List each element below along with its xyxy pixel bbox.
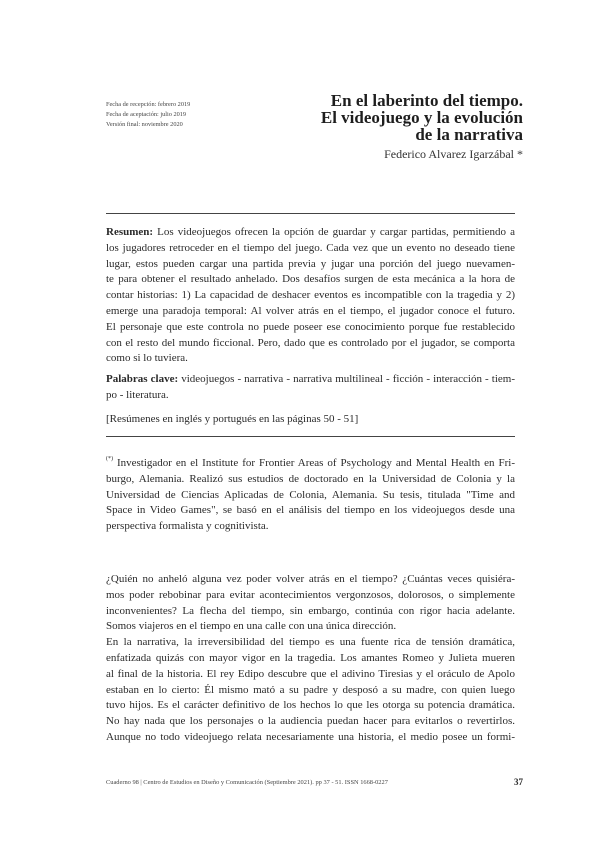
body-line: No hay nada que los personajes o la audiencia puedan hacer para evitarlos o revertirlos. (106, 715, 515, 728)
body-line: Somos viajeros en el tiempo en una calle con una única dirección. (106, 620, 397, 633)
footnote-line: Universidad de Ciencias Aplicadas de Colonia, Alemania. Su tesis, titulada "Time and (106, 488, 515, 501)
summaries-note: [Resúmenes en inglés y portugués en las páginas 50 - 51] (106, 413, 359, 425)
keywords-line: Palabras clave: videojuegos - narrativa - narrativa multilineal - ficción - interacción - tiem- (106, 373, 515, 385)
date-accepted: Fecha de aceptación: julio 2019 (106, 111, 187, 118)
abstract (106, 225, 515, 367)
keywords-label: Palabras clave: (106, 373, 179, 385)
author-footnote (106, 456, 515, 535)
abstract-line: emerge una paradoja temporal: Al volver atrás en el tiempo, el jugador conoce el futuro. (106, 304, 515, 317)
abstract-line: contar historias: 1) La capacidad de deshacer eventos es incompatible con la tragedia y 2) (106, 289, 515, 302)
footer-citation: Cuaderno 98 | Centro de Estudios en Diseño y Comunicación (Septiembre 2021). pp 37 - 51. ISSN 1668-0227 (106, 779, 388, 786)
keywords (106, 372, 515, 404)
page-number: 37 (514, 777, 523, 787)
date-final-version: Versión final: noviembre 2020 (106, 121, 183, 128)
author-name: Federico Alvarez Igarzábal * (384, 147, 523, 161)
footnote-line: burgo, Alemania. Realizó sus estudios de doctorado en la Universidad de Colonia y la (106, 472, 515, 485)
footnote-mark: (*) (106, 456, 113, 462)
body-line: inconvenientes? La flecha del tiempo, sin embargo, continúa con rigor hacia adelante. (106, 604, 515, 617)
abstract-line: los jugadores retroceder en el tiempo del juego. Cada vez que un evento no deseado tiene (106, 241, 515, 254)
title-line-2: El videojuego y la evolución (320, 108, 523, 127)
top-divider (106, 213, 515, 214)
title-line-3: de la narrativa (415, 125, 523, 144)
abstract-line: lugar, estos pueden cargar una partida previa y jugar una porción del juego nuevamen- (106, 257, 515, 270)
date-received: Fecha de recepción: febrero 2019 (106, 101, 191, 108)
abstract-label: Resumen: (106, 226, 154, 238)
abstract-line: como si lo tuviera. (106, 352, 188, 365)
title-line-1: En el laberinto del tiempo. (330, 91, 523, 110)
abstract-line: El personaje que este controla no puede poseer ese conocimiento porque fue restablecido (106, 320, 515, 333)
middle-divider (106, 436, 515, 437)
body-line: Aunque no todo videojuego relata necesariamente una historia, el medio posee un formi- (106, 730, 515, 743)
body-line: estaban en lo cierto: Él mismo mató a su padre y desposó a su madre, con quien luego (106, 683, 515, 696)
reception-dates (106, 100, 236, 130)
footnote-line: perspectiva formalista y cognitivista. (106, 520, 269, 533)
body-line: tuvo hijos. Es el carácter definitivo de los hechos lo que les otorga su potencia dramática. (106, 699, 515, 712)
footnote-line: Space in Video Games", se basó en el análisis del tiempo en los videojuegos desde una (106, 504, 515, 517)
body-text (106, 572, 515, 746)
page-footer (106, 779, 526, 786)
footnote-line: (*) Investigador en el Institute for Frontier Areas of Psychology and Mental Health en Fri- (106, 456, 515, 469)
abstract-line: con el resto del mundo ficcional. Pero, dado que es controlado por el jugador, se comporta (106, 336, 515, 349)
body-line: ¿Quién no anheló alguna vez poder volver atrás en el tiempo? ¿Cuántas veces quisiéra- (106, 573, 515, 585)
keywords-line: po - literatura. (106, 388, 169, 401)
article-title (223, 92, 523, 143)
abstract-line: te para obtener el resultado anhelado. Dos desafíos surgen de esta mecánica a la hora de (106, 273, 515, 286)
body-line: enfatizada quizás con mayor vigor en la tragedia. Los amantes Romeo y Julieta mueren (106, 651, 515, 664)
body-line: al final de la historia. El rey Edipo descubre que el adivino Tiresias y el oráculo de Apolo (106, 667, 515, 680)
body-line: mos poder rebobinar para evitar acontecimientos vergonzosos, dolorosos, o simplemente (106, 588, 515, 601)
abstract-line: Resumen: Los videojuegos ofrecen la opción de guardar y cargar partidas, permitiendo a (106, 226, 515, 238)
body-line: En la narrativa, la irreversibilidad del tiempo es una fuente rica de tensión dramática, (106, 636, 515, 649)
